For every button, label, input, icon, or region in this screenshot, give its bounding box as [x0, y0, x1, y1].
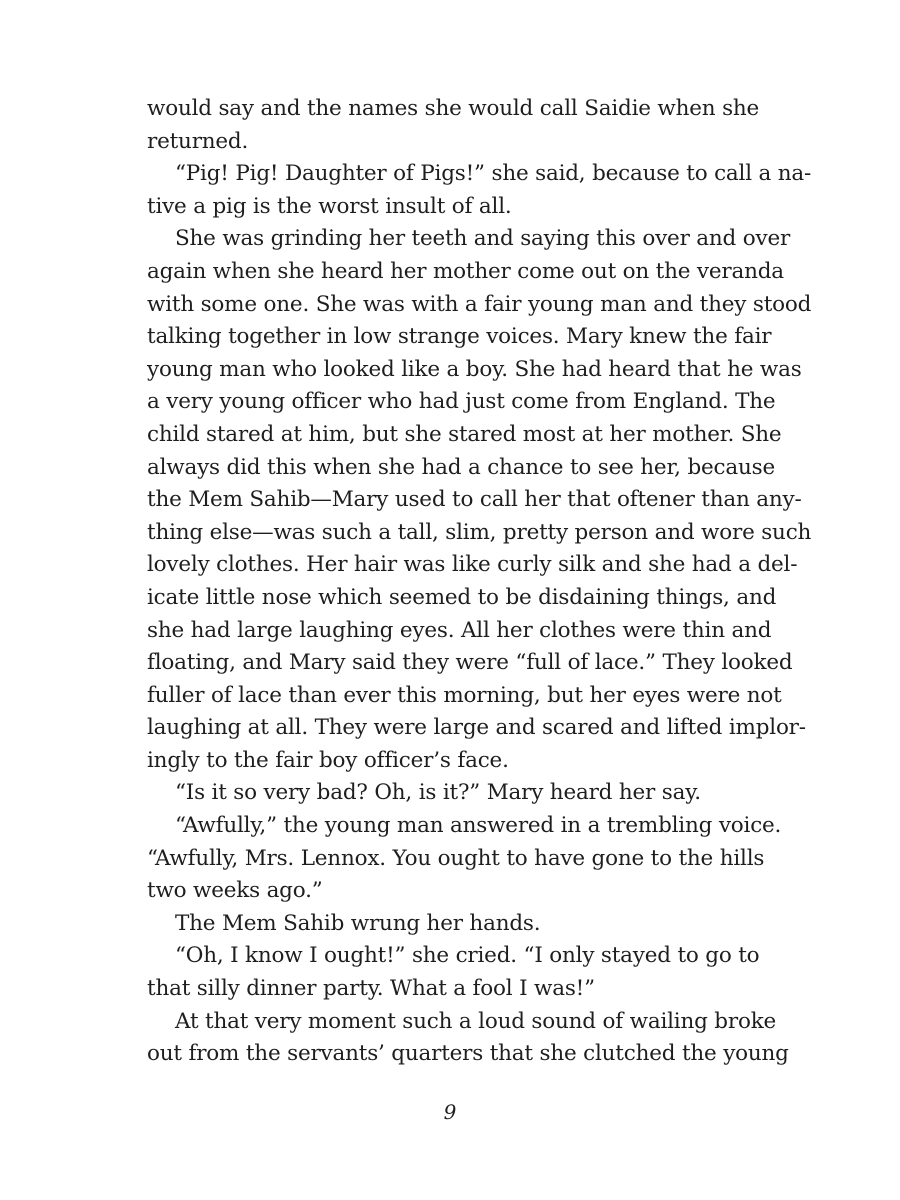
text-line: “Pig! Pig! Daughter of Pigs!” she said, because to call a na- — [175, 161, 812, 187]
text-line: “Awfully, Mrs. Lennox. You ought to have gone to the hills — [147, 845, 765, 871]
text-line: returned. — [147, 128, 249, 154]
text-line: out from the servants’ quarters that she clutched the young — [147, 1041, 789, 1067]
text-line: talking together in low strange voices. Mary knew the fair — [147, 324, 772, 350]
text-line: thing else—was such a tall, slim, pretty person and wore such — [147, 519, 812, 545]
text-line: child stared at him, but she stared most at her mother. She — [147, 421, 782, 447]
text-line: laughing at all. They were large and scared and lifted implor- — [147, 715, 806, 741]
text-line: lovely clothes. Her hair was like curly silk and she had a del- — [147, 552, 798, 578]
text-line: She was grinding her teeth and saying this over and over — [175, 226, 791, 252]
text-line: young man who looked like a boy. She had heard that he was — [147, 356, 802, 382]
text-line: that silly dinner party. What a fool I was!” — [147, 976, 595, 1002]
text-line: floating, and Mary said they were “full of lace.” They looked — [147, 650, 793, 676]
page-number: 9 — [443, 1100, 457, 1124]
text-line: “Is it so very bad? Oh, is it?” Mary heard her say. — [175, 780, 701, 806]
text-line: “Awfully,” the young man answered in a trembling voice. — [175, 813, 782, 839]
text-line: The Mem Sahib wrung her hands. — [175, 910, 541, 936]
text-line: tive a pig is the worst insult of all. — [147, 193, 512, 219]
text-line: a very young officer who had just come from England. The — [147, 389, 776, 415]
text-line: with some one. She was with a fair young man and they stood — [147, 291, 812, 317]
text-line: “Oh, I know I ought!” she cried. “I only stayed to go to — [175, 943, 760, 969]
text-line: At that very moment such a loud sound of wailing broke — [175, 1008, 777, 1034]
text-line: again when she heard her mother come out on the veranda — [147, 258, 784, 284]
body-text — [147, 93, 812, 1071]
text-line: she had large laughing eyes. All her clothes were thin and — [147, 617, 772, 643]
text-line: fuller of lace than ever this morning, but her eyes were not — [147, 682, 782, 708]
text-line: ingly to the fair boy officer’s face. — [147, 747, 509, 773]
text-line: always did this when she had a chance to see her, because — [147, 454, 775, 480]
text-line: icate little nose which seemed to be disdaining things, and — [147, 584, 777, 610]
text-line: two weeks ago.” — [147, 878, 323, 904]
text-line: would say and the names she would call Saidie when she — [147, 96, 760, 121]
text-line: the Mem Sahib—Mary used to call her that oftener than any- — [147, 487, 802, 513]
